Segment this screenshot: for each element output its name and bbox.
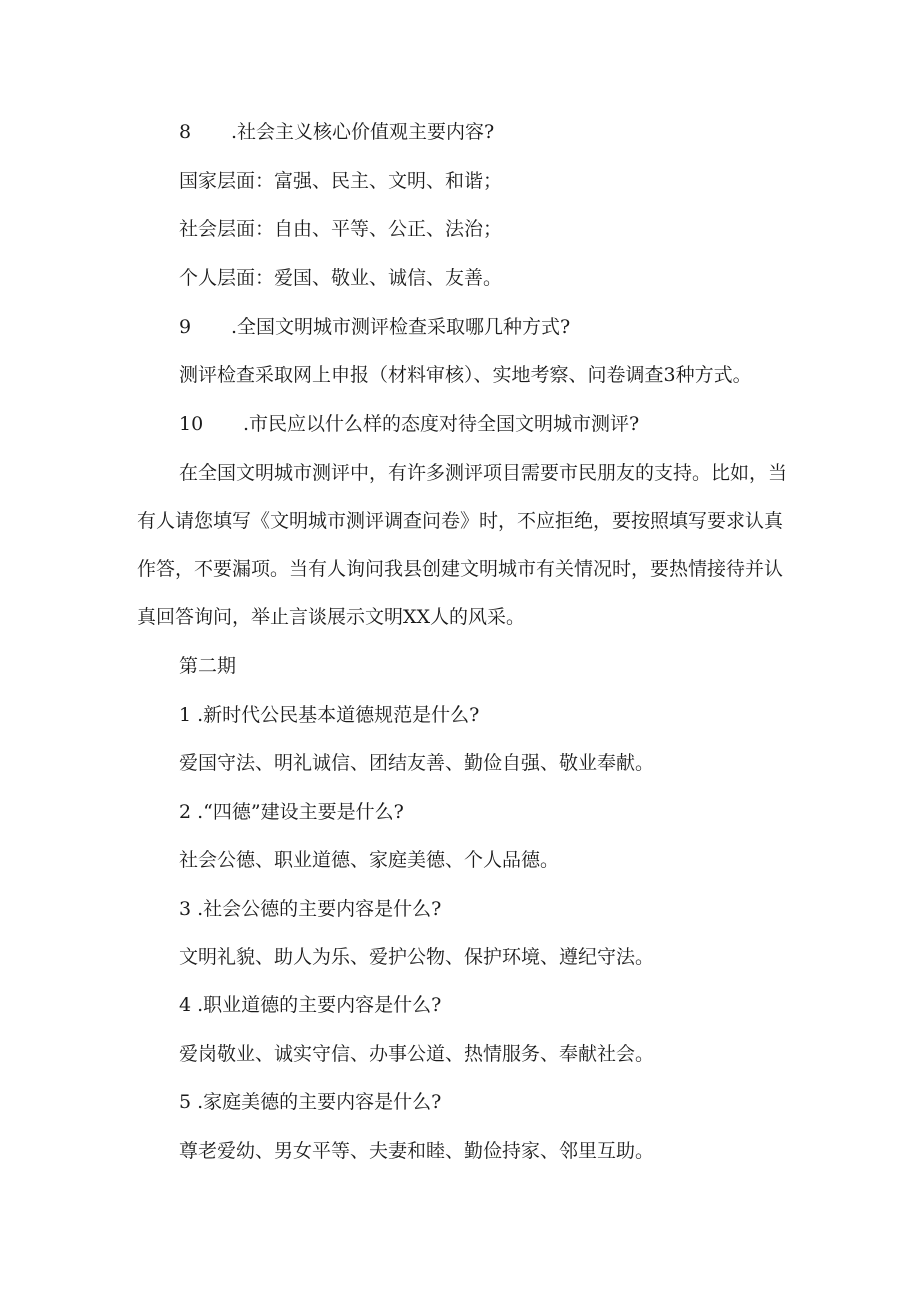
answer-8-line-2: 社会层面：自由、平等、公正、法治；: [179, 218, 503, 240]
question-9: [179, 314, 570, 340]
question-text: .社会主义核心价值观主要内容?: [231, 121, 495, 143]
question-item: 1 .新时代公民基本道德规范是什么?: [179, 704, 480, 726]
question-text: .全国文明城市测评检查采取哪几种方式?: [231, 316, 571, 338]
question-number: 9: [179, 316, 192, 338]
question-item: 2 .“四德”建设主要是什么?: [179, 801, 404, 823]
question-item: 4 .职业道德的主要内容是什么?: [179, 994, 442, 1016]
question-number: 8: [179, 121, 192, 143]
question-number: 10: [179, 413, 204, 435]
question-10: [179, 411, 639, 437]
question-item: 5 .家庭美德的主要内容是什么?: [179, 1091, 442, 1113]
question-item: 3 .社会公德的主要内容是什么?: [179, 898, 442, 920]
section-title: 第二期: [179, 655, 237, 677]
answer-8-line-3: 个人层面：爱国、敬业、诚信、友善。: [179, 267, 503, 289]
question-text: .市民应以什么样的态度对待全国文明城市测评?: [243, 413, 640, 435]
answer-item: 文明礼貌、助人为乐、爱护公物、保护环境、遵纪守法。: [179, 946, 655, 968]
answer-item: 尊老爱幼、男女平等、夫妻和睦、勤俭持家、邻里互助。: [179, 1140, 655, 1162]
answer-item: 爱岗敬业、诚实守信、办事公道、热情服务、奉献社会。: [179, 1043, 655, 1065]
answer-item: 社会公德、职业道德、家庭美德、个人品德。: [179, 849, 560, 871]
answer-10-paragraph: 在全国文明城市测评中，有许多测评项目需要市民朋友的支持。比如，当有人请您填写《文明城市测评调查问卷》时，不应拒绝，要按照填写要求认真作答，不要漏项。当有人询问我县创建文明城市有关情况时，要热情接待并认真回答询问，举止言谈展示文明XX人的风采。: [137, 462, 788, 628]
answer-8-line-1: 国家层面：富强、民主、文明、和谐；: [179, 170, 503, 192]
question-8: [179, 119, 494, 145]
answer-item: 爱国守法、明礼诚信、团结友善、勤俭自强、敬业奉献。: [179, 752, 655, 774]
answer-9: 测评检查采取网上申报（材料审核）、实地考察、问卷调查3种方式。: [179, 364, 752, 386]
